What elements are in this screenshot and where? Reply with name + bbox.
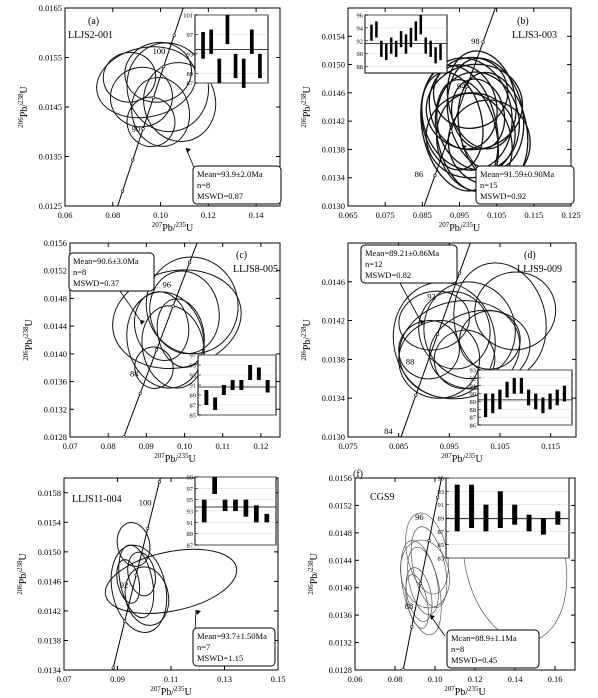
error-ellipse xyxy=(105,62,178,133)
inset-age-bar xyxy=(370,25,373,41)
y-tick-label: 0.0135 xyxy=(38,151,62,162)
concordia-marker xyxy=(135,574,138,577)
y-tick-label: 0.0146 xyxy=(37,576,61,587)
inset-tick-label: 89 xyxy=(437,515,444,523)
stats-mswd: MSWD=0.37 xyxy=(73,278,120,288)
concordia-marker xyxy=(142,128,145,131)
concordia-age-label: 86 xyxy=(414,169,424,180)
inset-tick-label: 93 xyxy=(186,51,193,59)
inset-age-bar xyxy=(250,30,254,54)
inset-tick-label: 92 xyxy=(469,375,476,383)
inset-age-bar xyxy=(395,41,398,57)
y-axis-label: $^{206}$Pb/$^{238}$U xyxy=(16,553,29,595)
inset-age-bar xyxy=(212,477,217,494)
stats-n: n=8 xyxy=(73,267,87,277)
x-tick-label: 0.105 xyxy=(490,441,510,451)
y-tick-label: 0.0142 xyxy=(321,116,345,127)
panel-label: (c) xyxy=(236,250,248,261)
x-tick-label: 0.16 xyxy=(547,674,563,684)
inset-age-bar xyxy=(469,485,474,528)
inset-age-bar xyxy=(555,511,560,524)
concordia-marker xyxy=(436,496,439,499)
x-tick-label: 0.12 xyxy=(253,441,269,451)
y-tick-label: 0.0136 xyxy=(43,376,67,387)
inset-age-bar xyxy=(242,59,246,88)
x-tick-label: 0.085 xyxy=(389,441,409,451)
concordia-age-label: 92 xyxy=(119,580,129,591)
concordia-age-label: 88 xyxy=(130,368,139,379)
inset-age-bar xyxy=(204,390,208,405)
error-ellipse xyxy=(412,285,498,376)
x-tick-label: 0.10 xyxy=(153,210,168,220)
inset-tick-label: 89 xyxy=(189,392,196,400)
y-tick-label: 0.0154 xyxy=(321,31,345,42)
concordia-marker xyxy=(419,582,422,585)
inset-age-bar xyxy=(217,59,221,83)
stats-mswd: MSWD=0.45 xyxy=(451,655,498,665)
inset-age-bar xyxy=(405,34,408,53)
inset-tick-label: 91 xyxy=(186,519,193,527)
concordia-age-label: 98 xyxy=(471,36,480,47)
y-tick-label: 0.0138 xyxy=(321,144,345,155)
inset-age-bar xyxy=(266,380,270,393)
x-tick-label: 0.08 xyxy=(387,674,403,684)
panel-a xyxy=(0,0,281,671)
inset-tick-label: 87 xyxy=(186,80,193,88)
x-tick-label: 0.09 xyxy=(138,441,154,451)
panel-label: (d) xyxy=(524,250,536,261)
x-tick-label: 0.10 xyxy=(177,441,192,451)
inset-tick-label: 88 xyxy=(356,64,363,72)
inset-age-bar xyxy=(455,485,460,532)
inset-age-bar xyxy=(213,398,217,411)
y-tick-label: 0.0132 xyxy=(43,404,67,415)
concordia-marker xyxy=(393,455,396,458)
concordia-age-label: 84 xyxy=(384,426,393,437)
inset-tick-label: 99 xyxy=(186,474,193,482)
panel-d xyxy=(69,0,598,698)
x-axis-label: $^{207}$Pb/$^{235}$U xyxy=(444,685,486,698)
x-axis-label: $^{207}$Pb/$^{235}$U xyxy=(441,452,483,465)
inset-tick-label: 86 xyxy=(469,422,476,430)
inset-tick-label: 93 xyxy=(469,367,476,375)
inset-age-bar xyxy=(209,30,213,54)
x-tick-label: 0.065 xyxy=(338,210,358,220)
inset-age-bar xyxy=(375,21,378,37)
y-tick-label: 0.0150 xyxy=(321,59,345,70)
y-tick-label: 0.0142 xyxy=(321,315,345,326)
y-tick-label: 0.0128 xyxy=(43,432,67,442)
concordia-marker xyxy=(162,65,165,68)
concordia-marker xyxy=(146,527,149,530)
sample-name: LLJS3-003 xyxy=(512,30,557,41)
concordia-marker xyxy=(155,348,158,351)
inset-tick-label: 91 xyxy=(469,383,476,391)
inset-age-bar xyxy=(257,368,261,381)
y-axis-label: $^{206}$Pb/$^{238}$U xyxy=(300,86,313,128)
x-tick-label: 0.06 xyxy=(347,674,363,684)
concordia-marker xyxy=(428,539,431,542)
x-tick-label: 0.125 xyxy=(561,210,581,220)
inset-age-bar xyxy=(233,500,238,511)
inset-age-bar xyxy=(258,54,262,78)
y-tick-label: 0.0134 xyxy=(321,393,345,404)
concordia-age-label: 88 xyxy=(405,356,415,367)
y-tick-label: 0.0138 xyxy=(321,354,345,365)
stats-mswd: MSWD=1.15 xyxy=(197,653,244,663)
concordia-age-label: 96 xyxy=(162,279,171,290)
inset-age-bar xyxy=(541,518,546,535)
inset-age-bar xyxy=(520,378,523,394)
inset-tick-label: 97 xyxy=(186,31,193,39)
concordia-marker xyxy=(74,566,77,569)
inset-age-bar xyxy=(234,54,238,78)
concordia-marker xyxy=(466,85,469,88)
x-tick-label: 0.14 xyxy=(507,674,523,684)
inset-tick-label: 88 xyxy=(469,406,476,414)
y-tick-label: 0.0134 xyxy=(321,172,345,183)
y-tick-label: 0.0140 xyxy=(328,582,352,593)
concordia-marker xyxy=(183,3,186,6)
inset-tick-label: 89 xyxy=(469,398,476,406)
concordia-marker xyxy=(386,308,389,311)
concordia-marker xyxy=(173,34,176,37)
y-tick-label: 0.0152 xyxy=(328,500,352,511)
sample-name: CGS9 xyxy=(370,492,395,503)
inset-tick-label: 90 xyxy=(469,391,476,399)
inset-weighted-mean xyxy=(190,353,277,420)
inset-weighted-mean xyxy=(438,476,570,563)
concordia-marker xyxy=(152,96,155,99)
concordia-marker xyxy=(158,480,161,483)
y-tick-label: 0.0158 xyxy=(37,487,61,498)
concordia-marker xyxy=(121,190,124,193)
inset-age-bar xyxy=(410,28,413,47)
x-tick-label: 0.10 xyxy=(427,674,443,684)
concordia-marker xyxy=(450,130,453,133)
concordia-age-label: 92 xyxy=(427,291,436,302)
y-tick-label: 0.0130 xyxy=(321,432,345,442)
inset-tick-label: 91 xyxy=(437,502,444,510)
inset-age-bar xyxy=(424,38,427,54)
inset-weighted-mean xyxy=(187,475,277,550)
y-tick-label: 0.0134 xyxy=(37,665,61,675)
inset-age-bar xyxy=(439,44,442,60)
y-tick-label: 0.0165 xyxy=(38,3,62,13)
panel-label: (f) xyxy=(353,469,363,480)
stats-n: n=8 xyxy=(197,180,211,190)
x-tick-label: 0.095 xyxy=(439,441,459,451)
y-tick-label: 0.0146 xyxy=(321,87,345,98)
concordia-marker xyxy=(188,261,191,264)
inset-tick-label: 89 xyxy=(186,70,193,78)
concordia-marker xyxy=(123,620,126,623)
stats-mean: Mean=91.59±0.90Ma xyxy=(480,169,555,179)
x-tick-label: 0.075 xyxy=(375,210,395,220)
inset-tick-label: 95 xyxy=(437,475,444,483)
y-tick-label: 0.0138 xyxy=(37,635,61,646)
x-tick-label: 0.075 xyxy=(338,441,358,451)
panel-b xyxy=(180,0,598,698)
y-axis-label: $^{206}$Pb/$^{238}$U xyxy=(22,319,35,361)
inset-age-bar xyxy=(513,378,516,394)
stats-mswd: MSWD=0.92 xyxy=(480,191,527,201)
inset-age-bar xyxy=(244,500,249,517)
inset-age-bar xyxy=(534,394,537,410)
inset-tick-label: 93 xyxy=(189,372,196,380)
y-tick-label: 0.0150 xyxy=(37,546,61,557)
concordia-marker xyxy=(370,352,373,355)
concordia-marker xyxy=(106,479,109,482)
x-tick-label: 0.12 xyxy=(467,674,483,684)
panel-label: (b) xyxy=(517,16,529,27)
inset-age-bar xyxy=(264,514,269,523)
inset-tick-label: 89 xyxy=(186,531,193,539)
concordia-marker xyxy=(371,516,374,519)
stats-n: n=12 xyxy=(365,259,383,269)
y-tick-label: 0.0145 xyxy=(38,102,62,112)
inset-tick-label: 83 xyxy=(437,555,444,563)
inset-age-bar xyxy=(429,41,432,57)
x-axis-label: $^{207}$Pb/$^{235}$U xyxy=(154,452,196,465)
concordia-marker xyxy=(238,130,241,133)
y-tick-label: 0.0144 xyxy=(43,321,67,332)
inset-age-bar xyxy=(222,385,226,395)
inset-age-bar xyxy=(527,390,530,406)
y-tick-label: 0.0125 xyxy=(38,201,62,211)
x-tick-label: 0.115 xyxy=(541,441,561,451)
stats-mean: Mean=89.21±0.86Ma xyxy=(365,248,440,258)
concordia-marker xyxy=(111,221,114,224)
y-tick-label: 0.0130 xyxy=(321,201,345,211)
inset-age-bar xyxy=(254,505,259,522)
error-ellipse xyxy=(393,537,448,638)
stats-n: n=8 xyxy=(451,644,465,654)
error-ellipse xyxy=(402,565,437,624)
inset-weighted-mean xyxy=(357,13,448,74)
inset-age-bar xyxy=(415,21,418,40)
inset-age-bar xyxy=(505,382,508,398)
callout-arrow xyxy=(400,283,420,320)
x-tick-label: 0.07 xyxy=(62,441,78,451)
concordia-marker xyxy=(170,434,173,437)
inset-tick-label: 94 xyxy=(356,25,363,33)
x-tick-label: 0.15 xyxy=(270,674,286,684)
concordia-age-label: 96 xyxy=(415,512,424,523)
y-tick-label: 0.0152 xyxy=(43,265,67,276)
x-tick-label: 0.115 xyxy=(524,210,544,220)
inset-age-bar xyxy=(541,398,544,414)
y-axis-label: $^{206}$Pb/$^{238}$U xyxy=(17,86,30,128)
y-axis-label: $^{206}$Pb/$^{238}$U xyxy=(300,319,313,361)
inset-tick-label: 91 xyxy=(189,382,196,390)
concordia-marker xyxy=(139,392,142,395)
x-axis-label: $^{207}$Pb/$^{235}$U xyxy=(151,221,194,234)
concordia-marker xyxy=(480,211,483,214)
concordia-marker xyxy=(90,523,93,526)
stats-mean: Mean=90.6±3.0Ma xyxy=(73,256,139,266)
concordia-curve xyxy=(180,0,598,698)
sample-name: LLJS8-005 xyxy=(233,264,278,275)
inset-tick-label: 92 xyxy=(356,38,363,46)
x-tick-label: 0.14 xyxy=(248,210,264,220)
inset-tick-label: 87 xyxy=(469,414,476,422)
inset-tick-label: 93 xyxy=(186,508,193,516)
inset-tick-label: 95 xyxy=(189,362,196,370)
inset-age-bar xyxy=(248,365,252,380)
y-tick-label: 0.0142 xyxy=(37,605,61,616)
sample-name: LLJS2-001 xyxy=(68,30,113,41)
error-ellipse xyxy=(142,264,227,360)
inset-weighted-mean xyxy=(183,13,268,88)
sample-name: LLJS9-009 xyxy=(517,264,562,275)
x-tick-label: 0.06 xyxy=(57,210,73,220)
x-tick-label: 0.08 xyxy=(105,210,121,220)
inset-tick-label: 85 xyxy=(437,542,444,550)
inset-age-bar xyxy=(231,380,235,390)
concordia-marker xyxy=(415,394,418,397)
concordia-marker xyxy=(410,625,413,628)
stats-mswd: MSWD=0.87 xyxy=(197,191,244,201)
inset-tick-label: 87 xyxy=(437,528,444,536)
inset-age-bar xyxy=(512,505,517,525)
inset-age-bar xyxy=(556,390,559,406)
concordia-marker xyxy=(434,174,437,177)
inset-age-bar xyxy=(527,515,532,532)
inset-age-bar xyxy=(400,31,403,47)
x-tick-label: 0.11 xyxy=(163,674,179,684)
inset-tick-label: 87 xyxy=(189,402,196,410)
concordia-marker xyxy=(123,436,126,439)
y-tick-label: 0.0148 xyxy=(328,527,352,538)
concordia-marker xyxy=(172,305,175,308)
y-tick-label: 0.0136 xyxy=(328,610,352,621)
inset-tick-label: 90 xyxy=(356,51,363,59)
concordia-marker xyxy=(402,669,405,672)
inset-age-bar xyxy=(201,32,205,59)
panel-label: (a) xyxy=(88,16,100,27)
inset-age-bar xyxy=(420,15,423,34)
concordia-age-label: 90 xyxy=(131,123,141,134)
inset-tick-label: 101 xyxy=(183,12,193,20)
y-tick-label: 0.0154 xyxy=(37,517,61,528)
inset-age-bar xyxy=(548,394,551,410)
y-tick-label: 0.0156 xyxy=(43,238,67,248)
inset-age-bar xyxy=(434,47,437,63)
inset-tick-label: 87 xyxy=(186,542,193,550)
y-tick-label: 0.0144 xyxy=(328,555,352,566)
concordia-age-label: 100 xyxy=(152,46,166,57)
stats-n: n=7 xyxy=(197,642,211,652)
inset-weighted-mean xyxy=(470,368,573,430)
stats-mean: Mcan=88.9±1.1Ma xyxy=(451,633,517,643)
x-tick-label: 0.095 xyxy=(449,210,470,220)
error-ellipse xyxy=(104,540,175,638)
stats-mswd: MSWD=0.82 xyxy=(365,270,412,280)
inset-tick-label: 96 xyxy=(356,12,363,20)
inset-age-bar xyxy=(226,15,230,44)
concordia-marker xyxy=(436,333,439,336)
inset-tick-label: 97 xyxy=(186,485,193,493)
inset-tick-label: 85 xyxy=(189,412,196,420)
inset-age-bar xyxy=(380,41,383,57)
x-axis-label: $^{207}$Pb/$^{235}$U xyxy=(438,221,481,234)
inset-tick-label: 95 xyxy=(186,497,193,505)
concordia-marker xyxy=(454,410,457,413)
inset-age-bar xyxy=(483,505,488,532)
x-tick-label: 0.08 xyxy=(100,441,116,451)
y-tick-label: 0.0155 xyxy=(38,52,62,63)
inset-age-bar xyxy=(484,394,487,418)
concordia-marker xyxy=(482,41,485,44)
concordia-age-label: 88 xyxy=(404,601,414,612)
stats-mean: Mean=93.7±1.50Ma xyxy=(197,631,267,641)
inset-age-bar xyxy=(223,500,228,511)
y-tick-label: 0.0156 xyxy=(328,473,352,483)
y-tick-label: 0.0128 xyxy=(328,665,352,675)
inset-age-bar xyxy=(498,390,501,410)
y-tick-label: 0.0146 xyxy=(321,276,345,287)
inset-age-bar xyxy=(202,500,207,523)
concordia-marker xyxy=(132,159,135,162)
y-tick-label: 0.0148 xyxy=(43,293,67,304)
inset-age-bar xyxy=(498,491,503,528)
concordia-age-label: 94 xyxy=(457,80,466,91)
inset-age-bar xyxy=(390,38,393,54)
inset-tick-label: 97 xyxy=(189,352,196,360)
inset-tick-label: 93 xyxy=(437,488,444,496)
inset-age-bar xyxy=(385,44,388,60)
stats-n: n=15 xyxy=(480,180,498,190)
sample-name: LLJS11-004 xyxy=(72,494,122,505)
y-tick-label: 0.0140 xyxy=(43,348,67,359)
x-tick-label: 0.09 xyxy=(110,674,125,684)
error-ellipse xyxy=(467,265,562,358)
x-tick-label: 0.085 xyxy=(412,210,432,220)
concordia-marker xyxy=(524,89,527,92)
concordia-marker xyxy=(112,666,115,669)
x-tick-label: 0.07 xyxy=(56,674,72,684)
x-tick-label: 0.105 xyxy=(487,210,507,220)
y-tick-label: 0.0132 xyxy=(328,637,352,648)
x-tick-label: 0.11 xyxy=(215,441,231,451)
stats-mean: Mean=93.9±2.0Ma xyxy=(197,169,263,179)
y-axis-label: $^{206}$Pb/$^{238}$U xyxy=(307,553,320,595)
concordia-marker xyxy=(458,272,461,275)
inset-age-bar xyxy=(563,386,566,402)
error-ellipse xyxy=(125,72,195,152)
x-tick-label: 0.12 xyxy=(200,210,216,220)
concordia-marker xyxy=(350,577,353,580)
concordia-age-label: 100 xyxy=(138,497,152,508)
inset-age-bar xyxy=(491,394,494,414)
x-tick-label: 0.13 xyxy=(217,674,232,684)
inset-age-bar xyxy=(239,380,243,390)
x-axis-label: $^{207}$Pb/$^{235}$U xyxy=(150,685,192,698)
